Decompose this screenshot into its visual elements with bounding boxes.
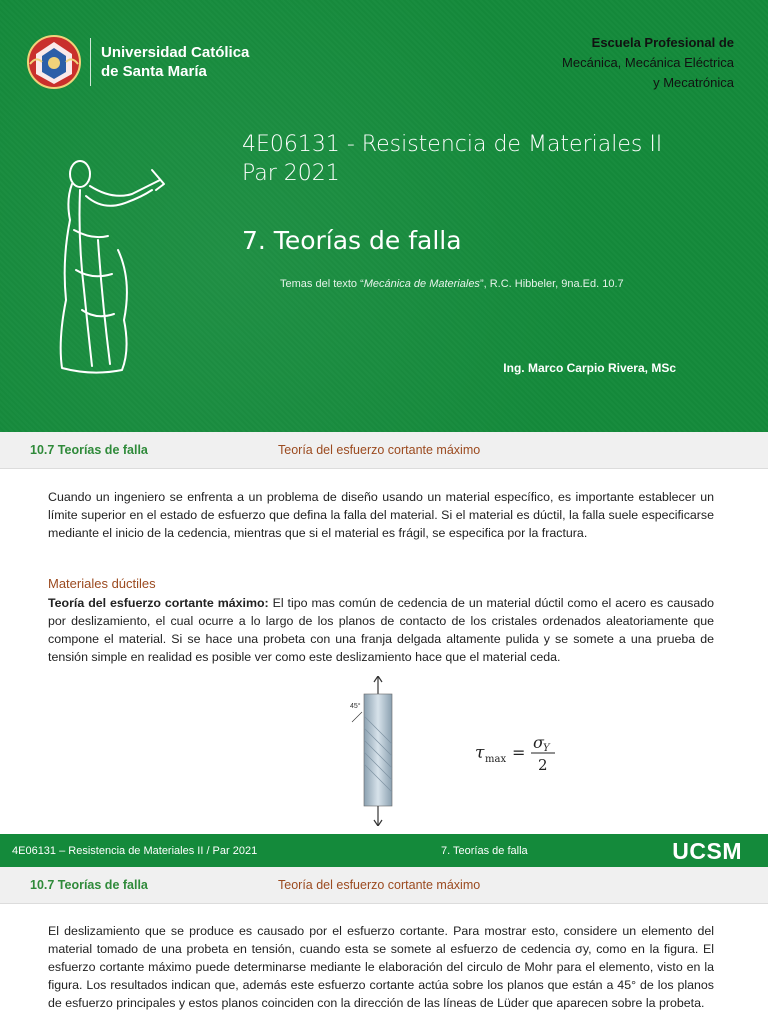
content-slide-2 — [0, 867, 768, 1024]
logo-divider — [90, 38, 91, 86]
author-name: Ing. Marco Carpio Rivera, MSc — [503, 361, 676, 375]
formula-tau-subscript: max — [485, 754, 507, 765]
content-slide — [0, 432, 768, 864]
virgin-figure-icon — [52, 150, 172, 380]
crest-icon — [26, 34, 82, 90]
section-label: 10.7 Teorías de falla — [30, 878, 148, 892]
formula-sigma-subscript: Y — [543, 743, 550, 754]
svg-text:=: = — [512, 743, 526, 762]
theory-paragraph: Teoría del esfuerzo cortante máximo: El tipo mas común de cedencia de un material dúctil como el acero es causado por deslizamiento, el cual ocurre a lo largo de los planos de contacto de los cristales ordenados aleatoriamente que compone el material. Si se hace una probeta con una franja delgada altamente pulida y se somete a una prueba de tensión simple en realidad es posible ver como este deslizamiento hace que el material ceda. — [48, 596, 714, 664]
section-label: 10.7 Teorías de falla — [30, 443, 148, 457]
intro-paragraph: Cuando un ingeniero se enfrenta a un problema de diseño usando un material específico, es importante establecer un límite superior en el estado de esfuerzo que defina la falla del material. Si el material es dúctil, la falla suele especificarse mediante el inicio de la cedencia, mientras que si el material es frágil, se especifica por la fractura. — [48, 490, 714, 540]
topic-label: Teoría del esfuerzo cortante máximo — [278, 443, 481, 457]
title-slide — [0, 0, 768, 432]
formula-tau: τ — [475, 743, 485, 763]
subheading: Materiales dúctiles — [48, 576, 156, 591]
section-header — [0, 867, 768, 904]
course-title: 4E06131 - Resistencia de Materiales II Par 2021 — [242, 132, 663, 186]
footer-course: 4E06131 – Resistencia de Materiales II / Par 2021 — [12, 845, 258, 857]
topic-label: Teoría del esfuerzo cortante máximo — [278, 878, 481, 892]
section-header — [0, 432, 768, 469]
school-name: Escuela Profesional de Mecánica, Mecánica Eléctrica y Mecatrónica — [562, 35, 734, 90]
max-shear-formula — [475, 728, 565, 774]
chapter-title: 7. Teorías de falla — [242, 226, 462, 255]
angle-label: 45° — [350, 703, 361, 710]
slide-footer — [0, 834, 768, 868]
university-logo — [26, 34, 249, 90]
source-reference: Temas del texto “Mecánica de Materiales”, R.C. Hibbeler, 9na.Ed. 10.7 — [280, 278, 624, 290]
university-name: Universidad Católica de Santa María — [101, 44, 250, 80]
footer-chapter: 7. Teorías de falla — [441, 845, 528, 857]
ucsm-logo: UCSM — [672, 838, 742, 864]
formula-sigma: σ — [533, 733, 544, 752]
tension-specimen-figure — [348, 676, 404, 826]
formula-denominator: 2 — [538, 756, 548, 774]
shear-paragraph: El deslizamiento que se produce es causado por el esfuerzo cortante. Para mostrar esto, considere un elemento del material tomado de una probeta en tensión, cuando esta se somete al esfuerzo de cedencia σy, como en la figura. El esfuerzo cortante máximo puede determinarse mediante le elaboración del circulo de Mohr para el elemento, visto en la figura. Los resultados indican que, además este esfuerzo cortante actúa sobre los planos que están a 45° de los planos de esfuerzo principales y estos planos coinciden con la dirección de las líneas de Lüder que aparecen sobre la probeta. — [48, 924, 714, 1010]
